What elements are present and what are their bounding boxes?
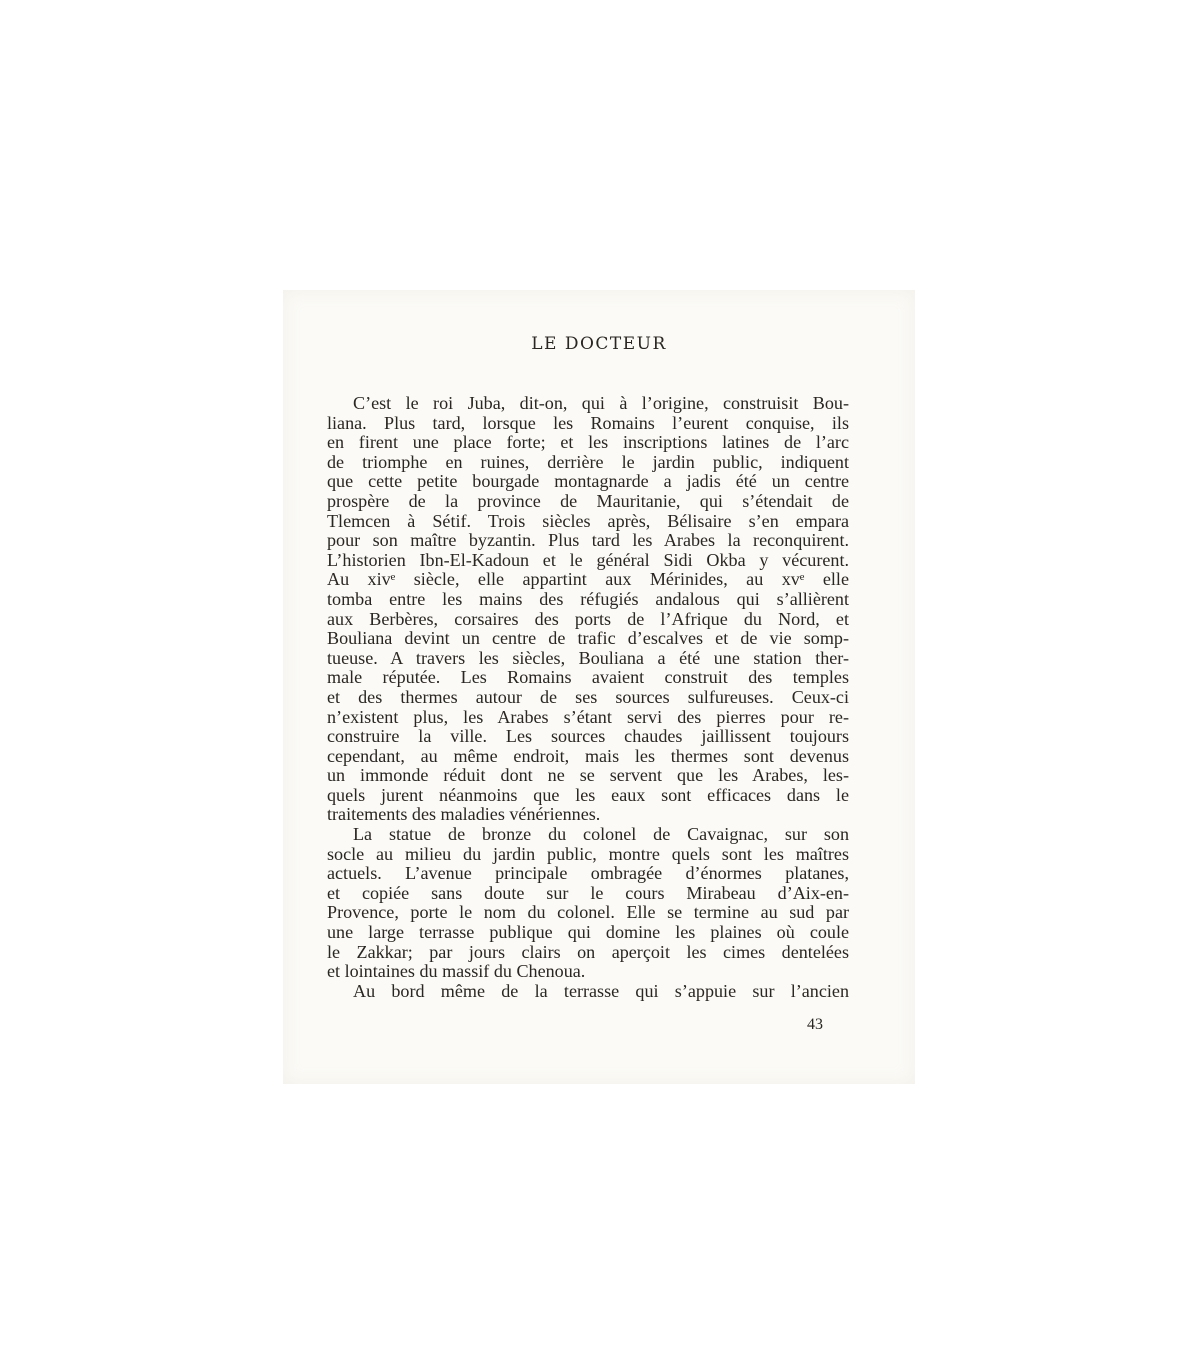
text-line: Au bord même de la terrasse qui s’appuie sur l’ancien bbox=[353, 980, 849, 1001]
text-line: Provence, porte le nom du colonel. Elle se termine au sud par bbox=[327, 902, 849, 923]
text-line: une large terrasse publique qui domine les plaines où coule bbox=[327, 922, 849, 943]
text-line: en firent une place forte; et les inscriptions latines de l’arc bbox=[327, 432, 849, 453]
text-line: quels jurent néanmoins que les eaux sont efficaces dans le bbox=[327, 784, 849, 805]
text-line: et lointaines du massif du Chenoua. bbox=[327, 961, 586, 982]
text-line: aux Berbères, corsaires des ports de l’Afrique du Nord, et bbox=[327, 608, 849, 629]
body-text bbox=[327, 394, 849, 1001]
text-line: construire la ville. Les sources chaudes jaillissent toujours bbox=[327, 726, 849, 747]
text-line: de triomphe en ruines, derrière le jardin public, indiquent bbox=[327, 451, 849, 472]
text-line: L’historien Ibn-El-Kadoun et le général Sidi Okba y vécurent. bbox=[327, 549, 849, 570]
text-line: un immonde réduit dont ne se servent que les Arabes, les- bbox=[327, 765, 849, 786]
text-line: male réputée. Les Romains avaient construit des temples bbox=[327, 667, 849, 688]
text-line: actuels. L’avenue principale ombragée d’énormes platanes, bbox=[327, 863, 849, 884]
page-number: 43 bbox=[807, 1016, 823, 1033]
running-head: LE DOCTEUR bbox=[531, 334, 667, 354]
text-line: Tlemcen à Sétif. Trois siècles après, Bélisaire s’en empara bbox=[327, 510, 849, 531]
text-line: le Zakkar; par jours clairs on aperçoit les cimes dentelées bbox=[327, 941, 849, 962]
text-line: pour son maître byzantin. Plus tard les Arabes la reconquirent. bbox=[327, 530, 849, 551]
text-line: tomba entre les mains des réfugiés andalous qui s’allièrent bbox=[327, 588, 849, 609]
text-line: cependant, au même endroit, mais les thermes sont devenus bbox=[327, 745, 849, 766]
text-line: n’existent plus, les Arabes s’étant servi des pierres pour re- bbox=[327, 706, 849, 727]
text-line: Au xivᵉ siècle, elle appartint aux Mérinides, au xvᵉ elle bbox=[327, 569, 849, 590]
book-page bbox=[283, 290, 915, 1084]
text-line: traitements des maladies vénériennes. bbox=[327, 804, 601, 825]
text-line: socle au milieu du jardin public, montre quels sont les maîtres bbox=[327, 843, 849, 864]
text-line: tueuse. A travers les siècles, Bouliana a été une station ther- bbox=[327, 647, 849, 668]
text-line: C’est le roi Juba, dit-on, qui à l’origine, construisit Bou- bbox=[353, 393, 849, 413]
text-line: Bouliana devint un centre de trafic d’escalves et de vie somp- bbox=[327, 628, 849, 649]
text-line: et des thermes autour de ses sources sulfureuses. Ceux-ci bbox=[327, 686, 849, 707]
text-line: que cette petite bourgade montagnarde a jadis été un centre bbox=[327, 471, 849, 492]
text-line: prospère de la province de Mauritanie, qui s’étendait de bbox=[327, 490, 849, 511]
text-line: et copiée sans doute sur le cours Mirabeau d’Aix-en- bbox=[327, 882, 849, 903]
text-line: La statue de bronze du colonel de Cavaignac, sur son bbox=[353, 824, 849, 845]
text-line: liana. Plus tard, lorsque les Romains l’eurent conquise, ils bbox=[327, 412, 849, 433]
